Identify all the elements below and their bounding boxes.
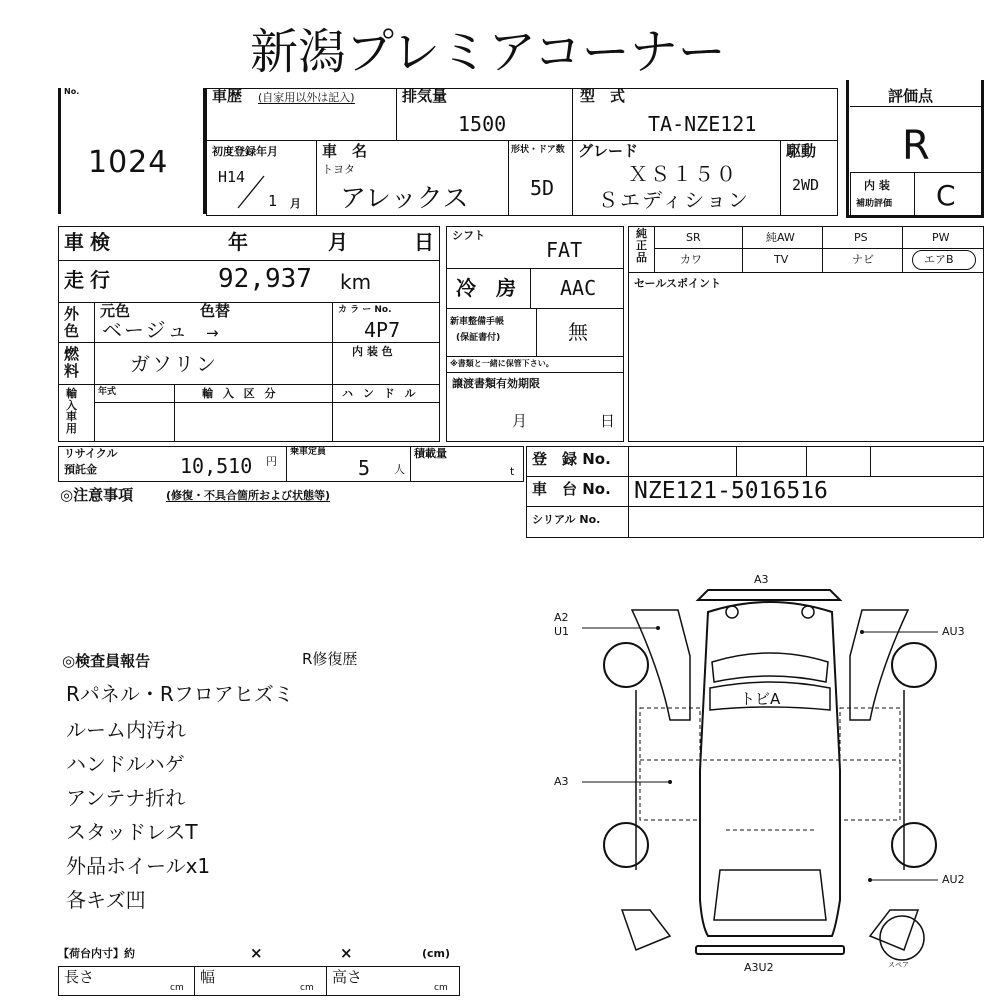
capacity-value: 5 xyxy=(358,456,371,480)
aircon-label: 冷 房 xyxy=(456,276,516,300)
cargo-length-cm: cm xyxy=(170,983,184,993)
inspector-line-2: ルーム内汚れ xyxy=(66,718,186,742)
inspector-line-6: 外品ホイールx1 xyxy=(66,854,211,878)
grade-line-1: ＸＳ１５０ xyxy=(628,162,738,186)
inspector-line-5: スタッドレスT xyxy=(66,820,198,844)
cargo-length-label: 長さ xyxy=(64,968,95,986)
serial-label: シリアル No. xyxy=(532,513,601,526)
shift-label: シフト xyxy=(452,229,485,242)
inspection-month: 月 xyxy=(328,230,348,254)
reg-no-label: 登 録 No. xyxy=(532,450,611,468)
shift-value: FAT xyxy=(546,238,583,262)
recycle-label-1: リサイクル xyxy=(64,447,118,460)
registration-month-unit: 月 xyxy=(290,197,301,210)
sales-point-label: セールスポイント xyxy=(634,277,722,290)
manual-label-2: (保証書付) xyxy=(456,333,501,343)
drive-value: 2WD xyxy=(792,176,820,194)
spare-label: スペア xyxy=(888,961,909,969)
manual-value: 無 xyxy=(568,320,588,344)
inspector-tag: R修復歴 xyxy=(302,650,358,668)
ext-color-code: 4P7 xyxy=(364,318,401,342)
load-label: 積載量 xyxy=(414,447,447,460)
model-code-label: 型 式 xyxy=(580,87,626,105)
car-maker: トヨタ xyxy=(322,163,355,176)
car-name: アレックス xyxy=(340,184,469,214)
transfer-month: 月 xyxy=(512,412,528,430)
diagram-right-top-code: AU3 xyxy=(942,625,965,638)
history-note: (自家用以外は記入) xyxy=(258,91,355,104)
import-type-label: 輸 入 区 分 xyxy=(202,387,279,400)
lot-number: 1024 xyxy=(88,145,169,180)
interior-label-2: 補助評価 xyxy=(856,199,893,209)
ext-color-side-label: 外色 xyxy=(64,305,80,340)
transfer-day: 日 xyxy=(600,412,616,430)
mileage-unit: km xyxy=(340,270,372,294)
recycle-unit: 円 xyxy=(266,455,277,468)
recycle-value: 10,510 xyxy=(180,454,253,478)
inspector-title: ◎検査員報告 xyxy=(62,652,151,670)
import-side-label: 輸入車用 xyxy=(66,387,77,435)
import-handle-label: ハ ン ド ル xyxy=(342,387,419,400)
grade-line-2: Ｓエディション xyxy=(598,188,750,212)
registration-slash xyxy=(232,172,272,212)
genuine-header-aw: 純AW xyxy=(766,231,795,244)
car-name-label: 車 名 xyxy=(322,142,368,160)
genuine-value-aw: TV xyxy=(774,253,789,266)
drive-label: 駆動 xyxy=(786,142,817,160)
import-year-label: 年式 xyxy=(98,387,117,397)
displacement-value: 1500 xyxy=(458,112,507,136)
aircon-value: AAC xyxy=(560,276,597,300)
doors-value: 5D xyxy=(530,176,555,200)
chassis-label: 車 台 No. xyxy=(532,480,611,498)
inspector-line-7: 各キズ凹 xyxy=(66,888,146,912)
model-code-value: TA-NZE121 xyxy=(648,112,757,136)
caution-label: ◎注意事項 xyxy=(60,486,134,504)
caution-note: (修復・不具合箇所および状態等) xyxy=(166,489,331,502)
inspector-line-4: アンテナ折れ xyxy=(66,786,186,810)
cargo-width-cm: cm xyxy=(300,983,314,993)
ext-color-code-label: カ ラ ー No. xyxy=(338,305,392,315)
displacement-label: 排気量 xyxy=(402,87,448,105)
genuine-header-ps: PS xyxy=(854,231,868,244)
roof-damage-code: トビA xyxy=(740,690,781,708)
registration-month: 1 xyxy=(268,192,278,210)
cargo-times-1: × xyxy=(250,944,263,962)
genuine-side-label: 純正品 xyxy=(636,227,647,265)
cargo-width-label: 幅 xyxy=(200,968,216,986)
diagram-left-top-code-1: A2 xyxy=(554,611,569,624)
recycle-label-2: 預託金 xyxy=(64,463,97,476)
mileage-label: 走行 xyxy=(64,268,116,292)
car-damage-diagram xyxy=(540,570,1000,1000)
genuine-header-pw: PW xyxy=(932,231,950,244)
ext-color-orig-label: 元色 xyxy=(100,302,131,320)
diagram-right-bottom-code: AU2 xyxy=(942,873,965,886)
interior-color-label: 内 装 色 xyxy=(352,345,393,358)
page-title: 新潟プレミアコーナー xyxy=(250,24,726,80)
inspector-line-1: Rパネル・Rフロアヒズミ xyxy=(66,682,294,706)
ext-color-repaint-label: 色替 xyxy=(200,302,231,320)
interior-score: C xyxy=(936,179,956,212)
diagram-bottom-code: A3U2 xyxy=(744,961,774,974)
fuel-side-label: 燃料 xyxy=(64,345,80,380)
capacity-unit: 人 xyxy=(394,463,405,476)
cargo-height-label: 高さ xyxy=(332,968,363,986)
diagram-top-code: A3 xyxy=(754,573,769,586)
ext-color-arrow: → xyxy=(206,324,219,342)
load-unit: t xyxy=(510,465,515,478)
grade-label: グレード xyxy=(578,142,639,160)
registration-era-year: H14 xyxy=(218,168,246,186)
doors-label: 形状・ドア数 xyxy=(511,145,565,155)
history-label: 車歴 xyxy=(212,87,243,105)
evaluation-score: R xyxy=(902,123,930,169)
lot-no-label: No. xyxy=(64,87,80,96)
genuine-value-pw: エアB xyxy=(924,253,954,266)
diagram-left-top-code-2: U1 xyxy=(554,625,570,638)
cargo-box xyxy=(58,966,460,996)
inspection-label: 車検 xyxy=(64,230,116,254)
interior-label-1: 内 装 xyxy=(864,179,890,192)
genuine-value-sr: カワ xyxy=(680,253,702,266)
chassis-value: NZE121-5016516 xyxy=(634,478,828,504)
cargo-times-2: × xyxy=(340,944,353,962)
diagram-left-mid-code: A3 xyxy=(554,775,569,788)
ext-color-value: ベージュ xyxy=(102,318,190,342)
genuine-value-ps: ナビ xyxy=(852,253,874,266)
genuine-header-sr: SR xyxy=(686,231,701,244)
inspection-year: 年 xyxy=(228,230,248,254)
inspection-day: 日 xyxy=(414,230,434,254)
cargo-height-cm: cm xyxy=(434,983,448,993)
manual-label-1: 新車整備手帳 xyxy=(450,317,505,327)
capacity-label: 乗車定員 xyxy=(290,447,327,457)
cargo-label: 【荷台内寸】約 xyxy=(58,947,135,960)
transfer-label: 譲渡書類有効期限 xyxy=(452,377,540,390)
fuel-value: ガソリン xyxy=(130,352,218,376)
evaluation-label: 評価点 xyxy=(888,87,934,105)
inspector-line-3: ハンドルハゲ xyxy=(66,752,185,776)
registration-label: 初度登録年月 xyxy=(212,145,278,158)
mileage-value: 92,937 xyxy=(218,264,312,294)
cargo-unit: (cm) xyxy=(422,947,451,960)
manual-note: ※書類と一緒に保管下さい。 xyxy=(450,359,554,368)
